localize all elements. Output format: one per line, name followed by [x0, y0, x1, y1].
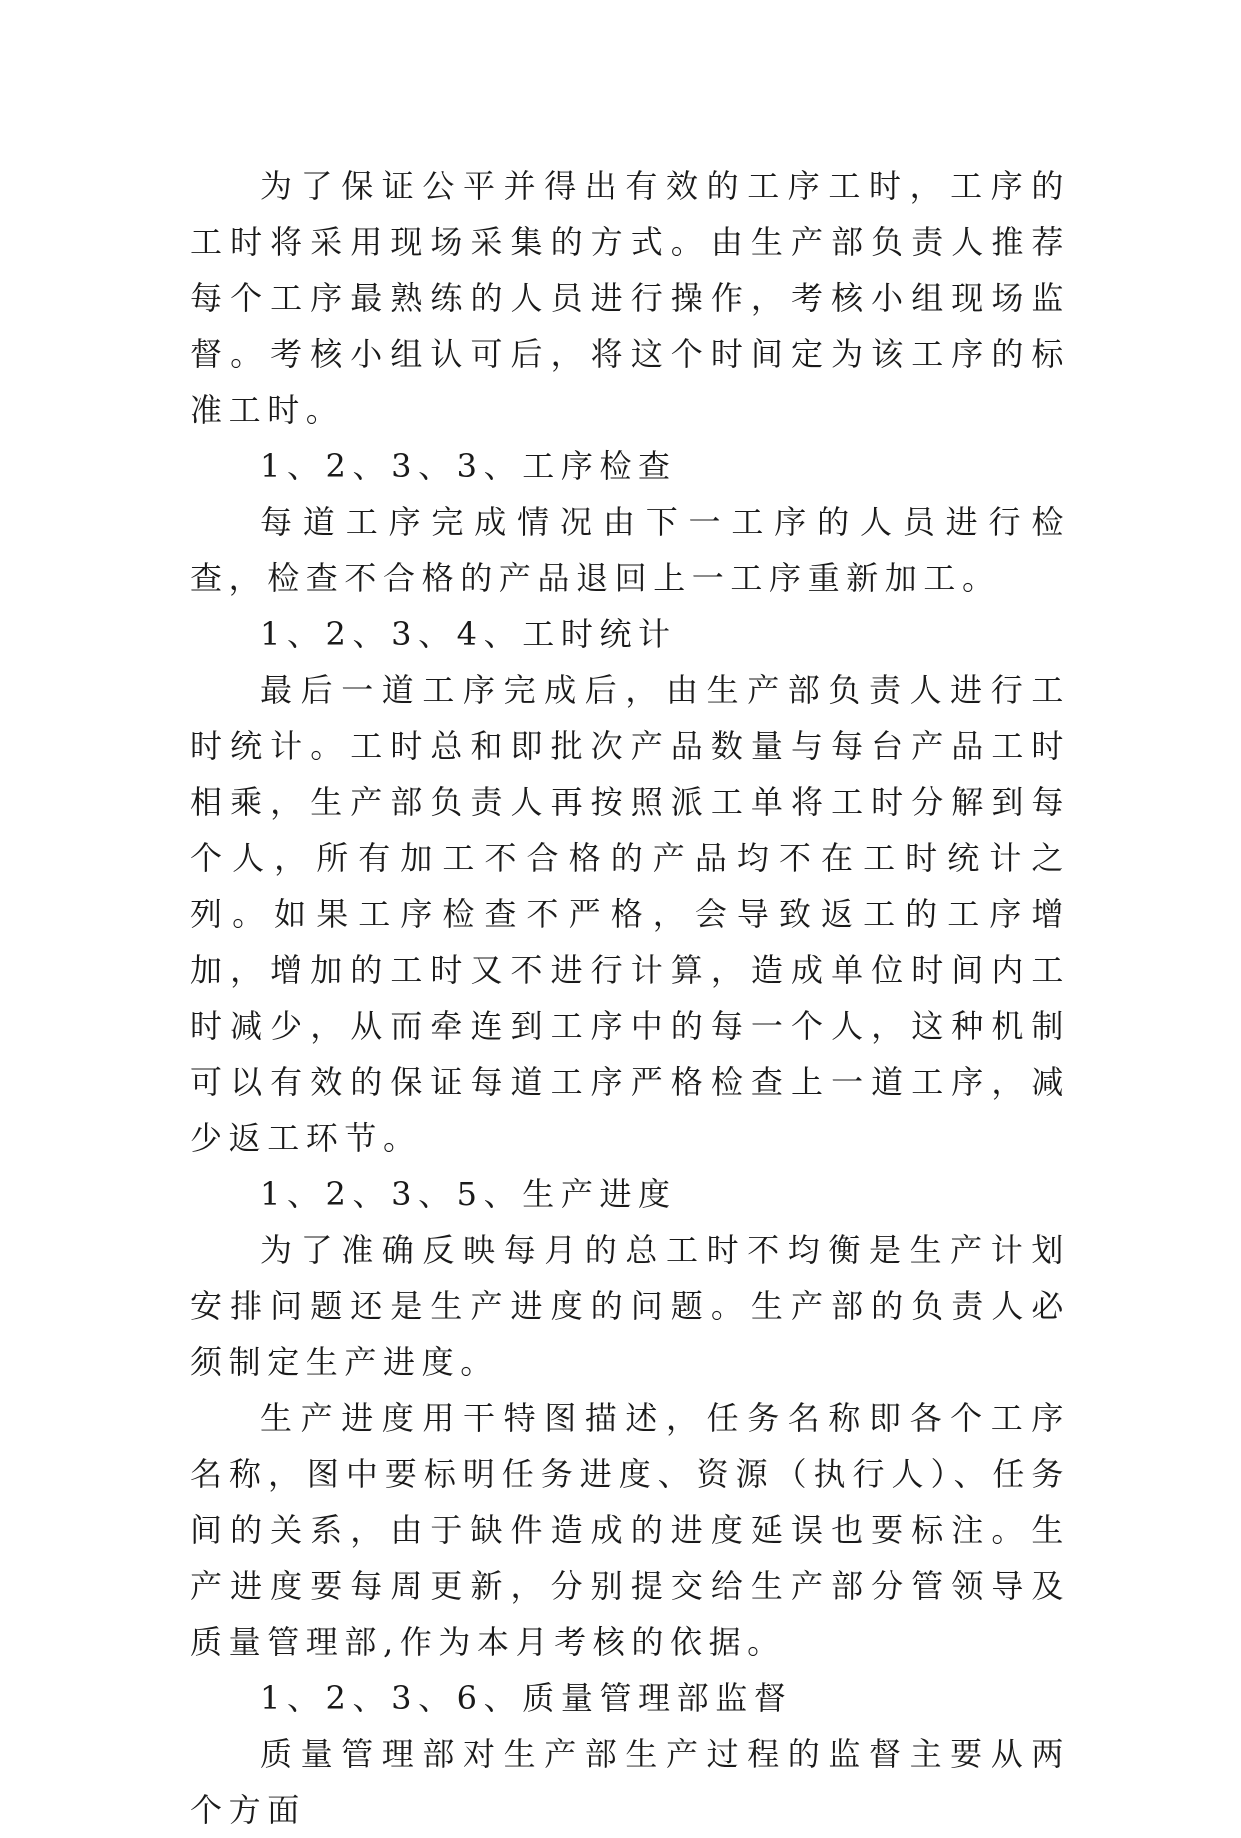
- paragraph-production-progress-purpose: 为了准确反映每月的总工时不均衡是生产计划安排问题还是生产进度的问题。生产部的负责人必须制定生产进度。: [190, 1231, 1070, 1381]
- section-heading-quality-supervision: 1、2、3、6、质量管理部监督: [260, 1679, 793, 1717]
- paragraph-production-progress-gantt: 生产进度用干特图描述，任务名称即各个工序名称，图中要标明任务进度、资源（执行人）、任务间的关系，由于缺件造成的进度延误也要标注。生产进度要每周更新，分别提交给生产部分管领导及质量管理部,作为本月考核的依据。: [190, 1399, 1070, 1661]
- document-body: [190, 158, 1070, 1838]
- section-heading-hours-statistics: 1、2、3、4、工时统计: [260, 615, 677, 653]
- section-heading-production-progress: 1、2、3、5、生产进度: [260, 1175, 677, 1213]
- section-heading-process-inspection: 1、2、3、3、工序检查: [260, 447, 677, 485]
- paragraph-quality-supervision: 质量管理部对生产部生产过程的监督主要从两个方面: [190, 1735, 1070, 1829]
- paragraph-standard-hours: 为了保证公平并得出有效的工序工时，工序的工时将采用现场采集的方式。由生产部负责人推荐每个工序最熟练的人员进行操作，考核小组现场监督。考核小组认可后，将这个时间定为该工序的标准工时。: [190, 167, 1070, 429]
- paragraph-hours-statistics: 最后一道工序完成后，由生产部负责人进行工时统计。工时总和即批次产品数量与每台产品工时相乘，生产部负责人再按照派工单将工时分解到每个人，所有加工不合格的产品均不在工时统计之列。如果工序检查不严格，会导致返工的工序增加，增加的工时又不进行计算，造成单位时间内工时减少，从而牵连到工序中的每一个人，这种机制可以有效的保证每道工序严格检查上一道工序，减少返工环节。: [190, 671, 1070, 1157]
- paragraph-process-inspection: 每道工序完成情况由下一工序的人员进行检查，检查不合格的产品退回上一工序重新加工。: [190, 503, 1070, 597]
